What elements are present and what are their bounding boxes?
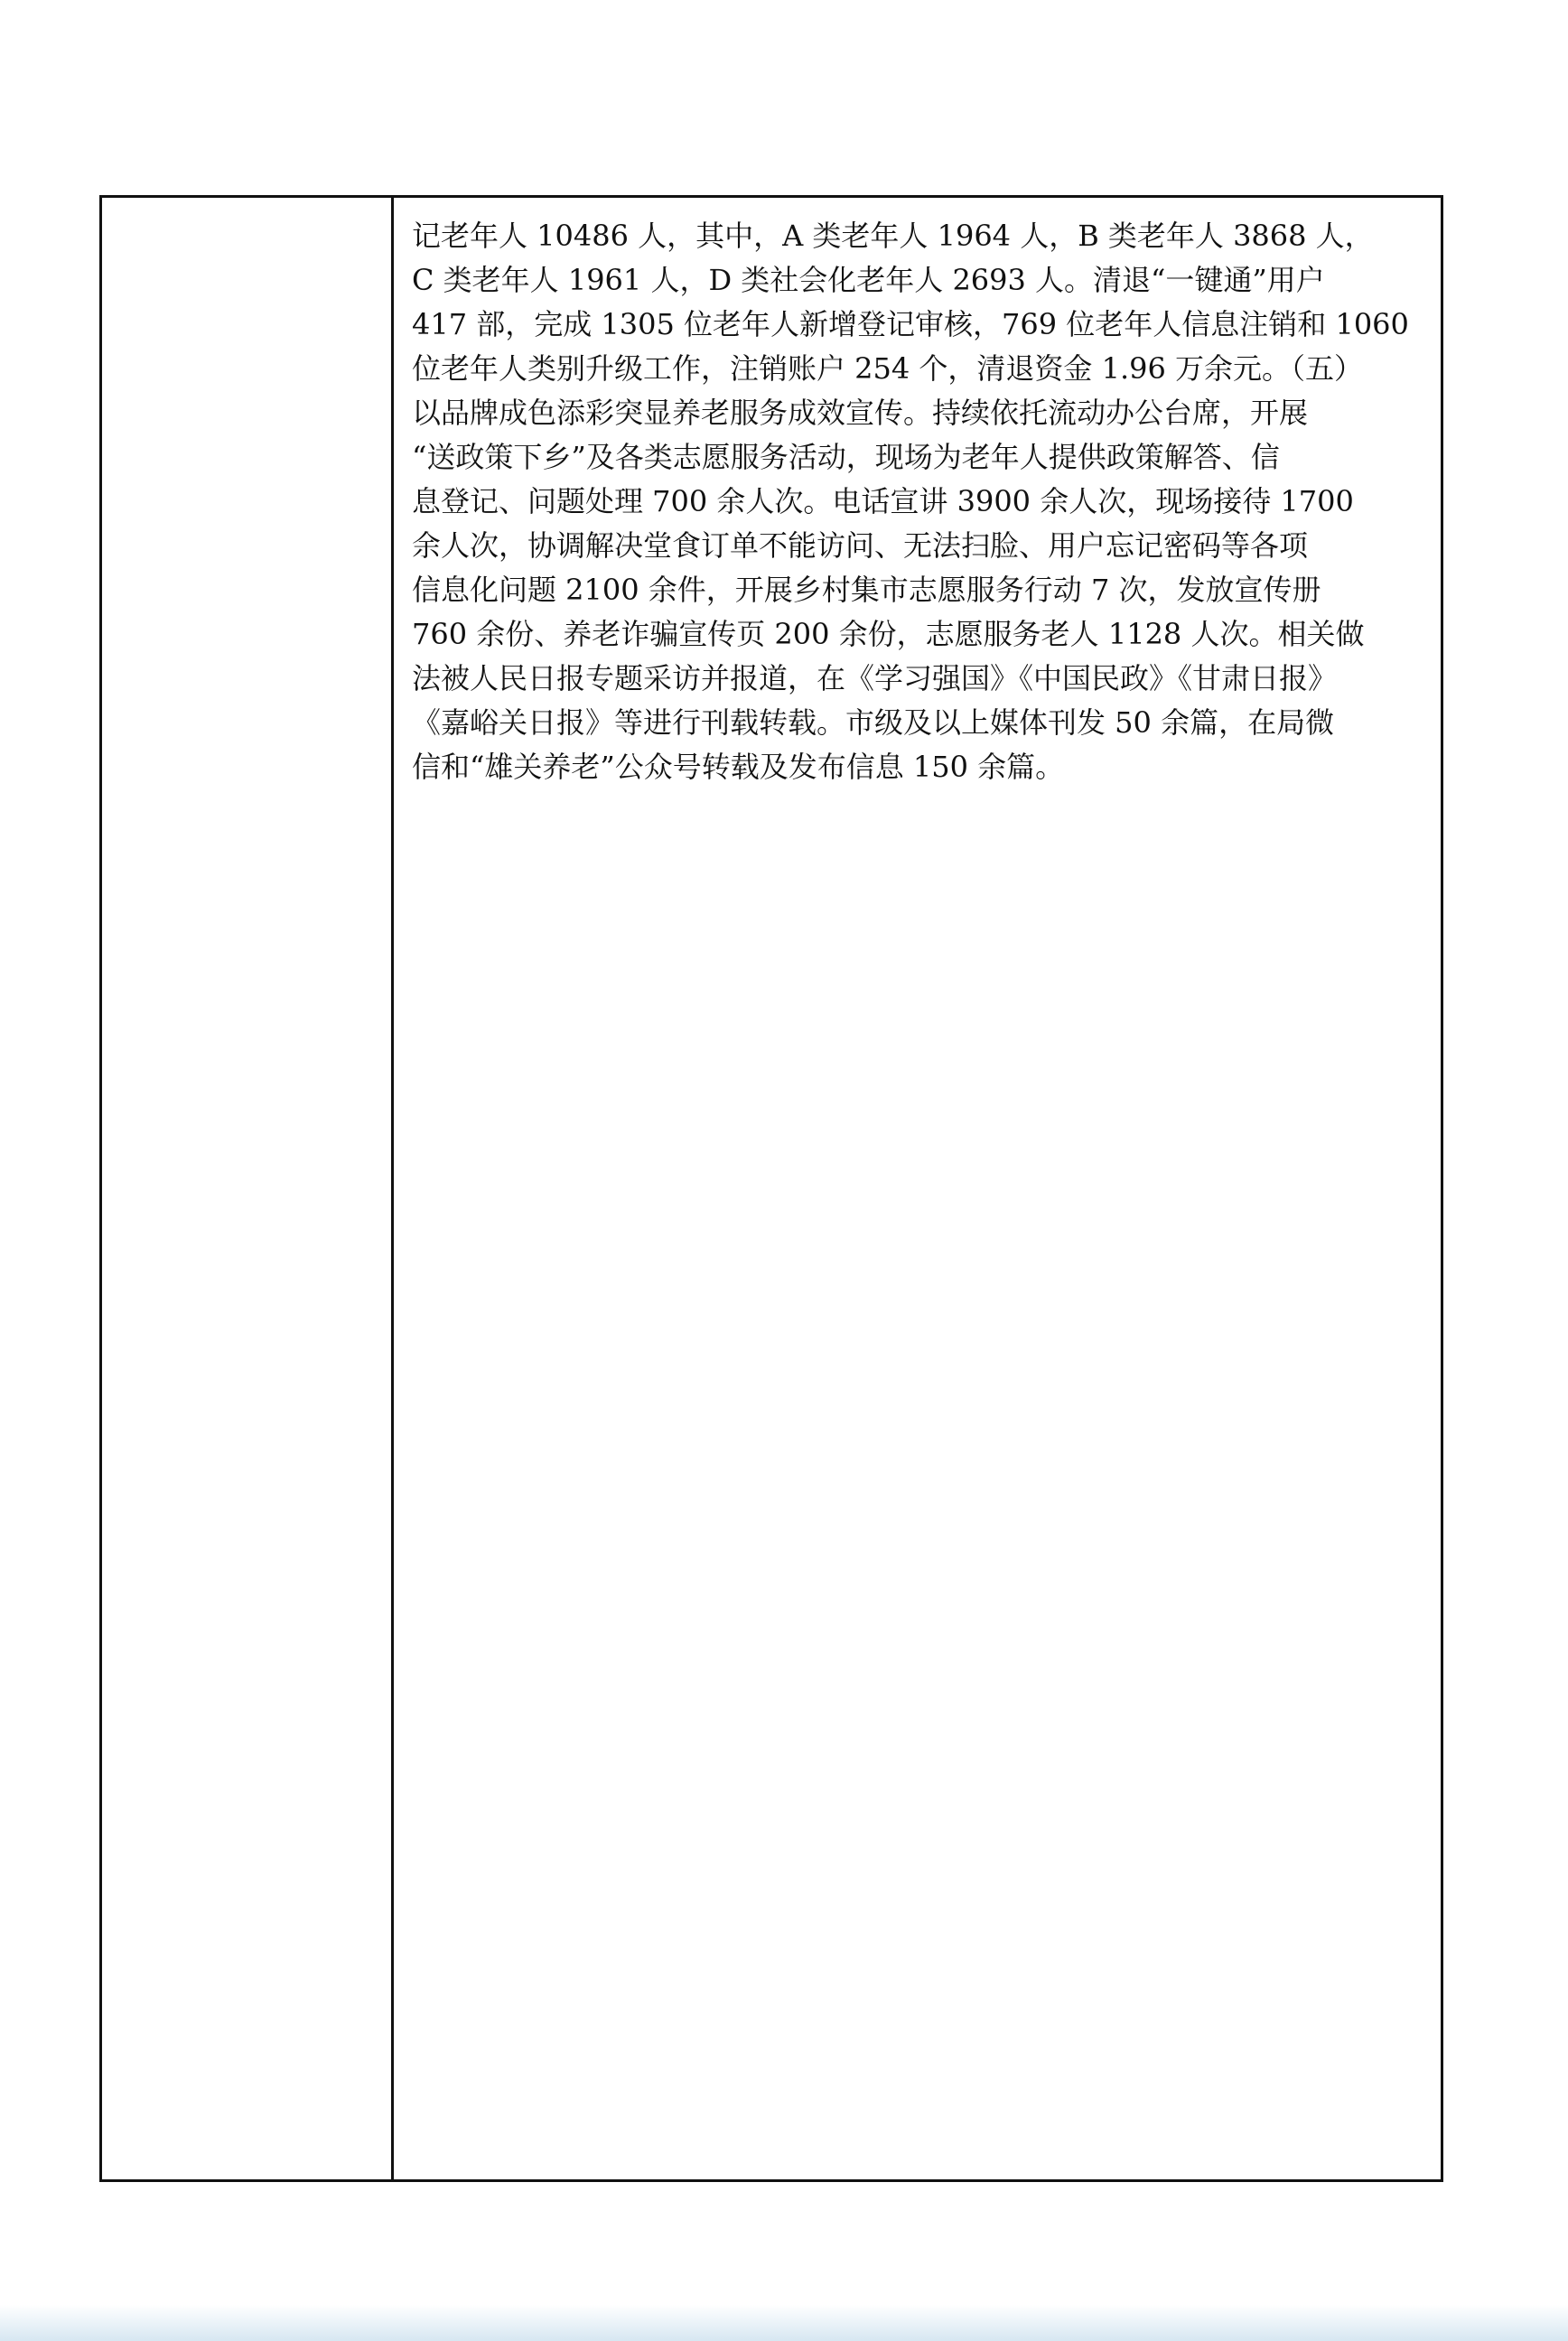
content-cell [394,198,1441,2179]
text-line: 信和“雄关养老”公众号转载及发布信息 150 余篇。 [412,750,1065,784]
form-table [99,195,1443,2182]
page-bottom-edge [0,2305,1568,2341]
body-paragraph [412,214,1415,789]
text-line: 法被人民日报专题采访并报道，在《学习强国》《中国民政》《甘肃日报》 [412,661,1338,695]
text-line: 《嘉峪关日报》等进行刊载转载。市级及以上媒体刊发 50 余篇，在局微 [412,705,1335,740]
text-line: 记老年人 10486 人，其中，A 类老年人 1964 人，B 类老年人 3868 人， [412,219,1374,253]
text-line: 息登记、问题处理 700 余人次。电话宣讲 3900 余人次，现场接待 1700 [412,484,1354,518]
text-line: 760 余份、养老诈骗宣传页 200 余份，志愿服务老人 1128 人次。相关做 [412,617,1365,651]
text-line: 以品牌成色添彩突显养老服务成效宣传。持续依托流动办公台席，开展 [412,396,1309,430]
text-line: 信息化问题 2100 余件，开展乡村集市志愿服务行动 7 次，发放宣传册 [412,573,1321,607]
text-line: 417 部，完成 1305 位老年人新增登记审核，769 位老年人信息注销和 1060 [412,307,1409,341]
text-line: 位老年人类别升级工作，注销账户 254 个，清退资金 1.96 万余元。（五） [412,351,1364,386]
text-line: “送政策下乡”及各类志愿服务活动，现场为老年人提供政策解答、信 [412,440,1280,474]
text-line: 余人次，协调解决堂食订单不能访问、无法扫脸、用户忘记密码等各项 [412,528,1309,563]
text-line: C 类老年人 1961 人，D 类社会化老年人 2693 人。清退“一键通”用户 [412,263,1325,297]
